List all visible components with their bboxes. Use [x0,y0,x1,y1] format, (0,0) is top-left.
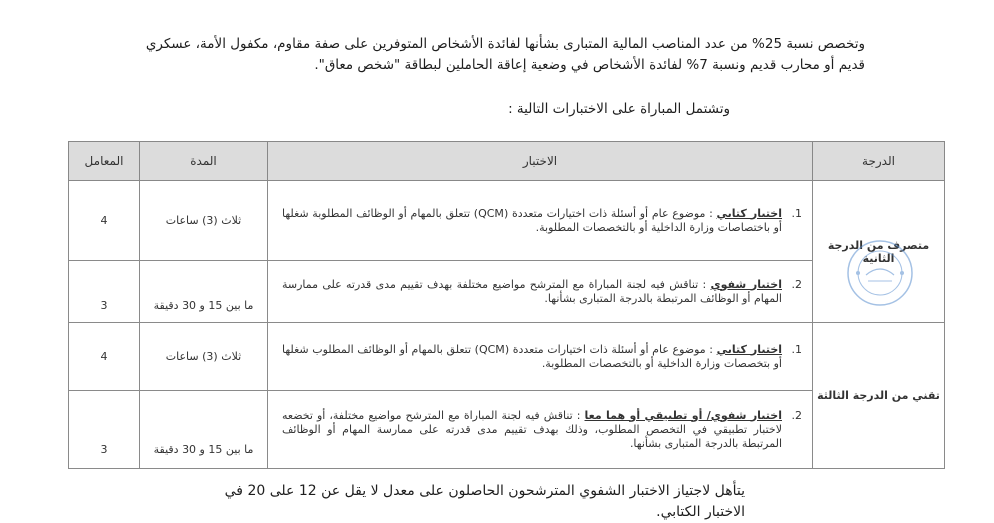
header-duration: المدة [140,142,268,181]
intro-paragraph: وتخصص نسبة 25% من عدد المناصب المالية المتبارى بشأنها لفائدة الأشخاص المتوفرين على صفة مقاوم، مكفول الأمة، عسكري قديم أو محارب قديم ونسبة 7% لفائدة الأشخاص في وضعية إعاقة الحاملين لبطاقة "شخص معاق". [145,36,865,73]
test-description: : تناقش فيه لجنة المباراة مع المترشح مواضيع مختلفة بهدف تقييم مدى قدرته على ممارسة المهام أو الوظائف المرتبطة بالدرجة المتبارى بشأنها. [282,277,782,305]
grade-cell [813,181,945,323]
test-cell [268,181,813,261]
test-cell [268,261,813,323]
item-number: 1. [791,206,802,220]
test-name: اختبار كتابي [716,342,783,356]
test-name: اختبار كتابي [716,206,783,220]
tests-lead-text: وتشتمل المباراة على الاختبارات التالية : [508,101,730,117]
item-number: 2. [791,277,802,291]
test-description: : موضوع عام أو أسئلة ذات اختيارات متعددة (QCM) تتعلق بالمهام أو الوظائف المطلوب شغلها أو بتخصصات وزارة الداخلية أو بالتخصصات المطلوبة. [282,342,782,370]
test-cell [268,391,813,469]
duration-cell: ثلاث (3) ساعات [140,181,268,261]
test-name: اختبار شفوي [710,277,782,291]
table-row [69,323,945,391]
grade-label: تقني من الدرجة الثالثة [817,389,940,402]
grade-cell [813,323,945,469]
table-header-row [69,142,945,181]
coefficient-cell: 4 [69,181,140,261]
header-grade: الدرجة [813,142,945,181]
test-description: : موضوع عام أو أسئلة ذات اختيارات متعددة (QCM) تتعلق بالمهام أو الوظائف المطلوبة شغلها أو باختصاصات وزارة الداخلية أو بالتخصصات المطلوبة. [282,206,782,234]
official-stamp-icon [846,239,914,307]
test-cell [268,323,813,391]
item-number: 2. [791,408,802,422]
header-coefficient: المعامل [69,142,140,181]
duration-cell: ما بين 15 و 30 دقيقة [140,261,268,323]
duration-cell: ثلاث (3) ساعات [140,323,268,391]
grade-label: متصرف من الدرجة الثانية [827,238,930,265]
header-test: الاختبار [268,142,813,181]
item-number: 1. [791,342,802,356]
footer-note: يتأهل لاجتياز الاختبار الشفوي المترشحون الحاصلون على معدل لا يقل عن 12 على 20 في الاختبار الكتابي. [224,483,745,520]
coefficient-cell: 4 [69,323,140,391]
test-description: : تناقش فيه لجنة المباراة مع المترشح مواضيع مختلفة، أو تخضعه لاختبار تطبيقي في التخصص المطلوب، وذلك بهدف تقييم مدى قدرته على ممارسة المهام أو الوظائف المرتبطة بالدرجة المتبارى بشأنها. [282,408,782,450]
exam-table [68,141,945,469]
test-name: اختبار شفوي/ أو تطبيقي أو هما معا [584,408,782,422]
coefficient-cell: 3 [69,261,140,323]
duration-cell: ما بين 15 و 30 دقيقة [140,391,268,469]
table-row [69,181,945,261]
coefficient-cell: 3 [69,391,140,469]
